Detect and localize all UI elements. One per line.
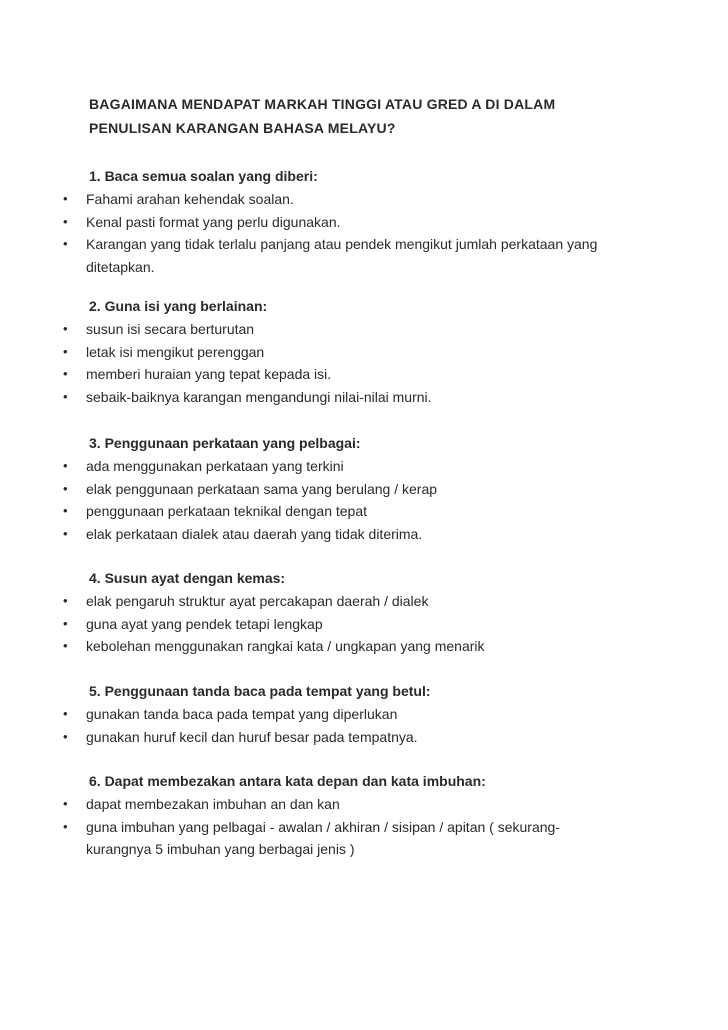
bullet-icon: • (63, 343, 68, 359)
list-item-text-continued: kurangnya 5 imbuhan yang berbagai jenis ) (86, 841, 355, 857)
list-item-text: dapat membezakan imbuhan an dan kan (86, 796, 340, 812)
list-item-text: Kenal pasti format yang perlu digunakan. (86, 213, 341, 230)
list-item (62, 211, 702, 234)
list-item-text: elak perkataan dialek atau daerah yang tidak diterima. (86, 525, 423, 542)
list-item (62, 341, 702, 364)
bullet-icon: • (63, 388, 68, 404)
list-item (62, 478, 702, 501)
bullet-icon: • (63, 638, 68, 653)
list-item (62, 386, 702, 409)
list-item-text: letak isi mengikut perenggan (86, 343, 265, 360)
bullet-icon: • (63, 593, 68, 608)
list-item-text: guna imbuhan yang pelbagai - awalan / akhiran / sisipan / apitan ( sekurang- (86, 818, 560, 835)
bullet-icon: • (63, 191, 68, 206)
list-item-text: sebaik-baiknya karangan mengandungi nilai-nilai murni. (86, 388, 432, 405)
section-heading: 6. Dapat membezakan antara kata depan dan kata imbuhan: (89, 773, 486, 789)
bullet-icon: • (63, 480, 68, 496)
section-heading: 5. Penggunaan tanda baca pada tempat yang betul: (89, 683, 431, 699)
list-item (62, 188, 702, 211)
section-heading: 3. Penggunaan perkataan yang pelbagai: (89, 435, 361, 451)
bullet-icon: • (63, 728, 68, 744)
list-item (62, 613, 702, 636)
section-6 (62, 770, 702, 861)
bullet-icon: • (63, 458, 68, 473)
bullet-icon: • (63, 366, 68, 381)
bullet-icon: • (63, 213, 68, 229)
list-item-text: memberi huraian yang tepat kepada isi. (86, 366, 332, 382)
section-3 (62, 432, 702, 545)
list-item (62, 635, 702, 658)
section-4 (62, 567, 702, 658)
section-heading: 1. Baca semua soalan yang diberi: (89, 168, 318, 184)
document-title (89, 92, 689, 140)
list-item-text: Fahami arahan kehendak soalan. (86, 191, 294, 207)
list-item (62, 455, 702, 478)
list-item (62, 318, 702, 341)
list-item-text: ada menggunakan perkataan yang terkini (86, 458, 344, 474)
list-item-text: kebolehan menggunakan rangkai kata / ungkapan yang menarik (86, 638, 485, 654)
list-item (62, 363, 702, 386)
section-5 (62, 680, 702, 748)
section-heading: 4. Susun ayat dengan kemas: (89, 570, 286, 586)
bullet-icon: • (63, 615, 68, 631)
section-1 (62, 165, 702, 278)
bullet-icon: • (63, 321, 68, 336)
list-item (62, 726, 702, 749)
bullet-icon: • (63, 818, 68, 834)
list-item-text: gunakan huruf kecil dan huruf besar pada tempatnya. (86, 728, 418, 745)
list-item (62, 816, 702, 861)
list-item-text: penggunaan perkataan teknikal dengan tepat (86, 503, 368, 519)
title-line-1: BAGAIMANA MENDAPAT MARKAH TINGGI ATAU GRED A DI DALAM (89, 96, 556, 112)
list-item-text: susun isi secara berturutan (86, 321, 255, 337)
list-item-text: guna ayat yang pendek tetapi lengkap (86, 615, 323, 632)
list-item-text: elak pengaruh struktur ayat percakapan daerah / dialek (86, 593, 429, 609)
bullet-icon: • (63, 525, 68, 541)
list-item-text: gunakan tanda baca pada tempat yang diperlukan (86, 706, 398, 722)
list-item-text: elak penggunaan perkataan sama yang berulang / kerap (86, 480, 438, 497)
bullet-icon: • (63, 236, 68, 251)
bullet-icon: • (63, 706, 68, 721)
section-heading: 2. Guna isi yang berlainan: (89, 298, 268, 314)
title-line-2: PENULISAN KARANGAN BAHASA MELAYU? (89, 120, 396, 136)
list-item (62, 590, 702, 613)
list-item (62, 703, 702, 726)
list-item (62, 793, 702, 816)
list-item (62, 233, 702, 278)
bullet-icon: • (63, 796, 68, 811)
list-item-text: Karangan yang tidak terlalu panjang atau pendek mengikut jumlah perkataan yang (86, 236, 598, 252)
list-item (62, 523, 702, 546)
list-item (62, 500, 702, 523)
bullet-icon: • (63, 503, 68, 518)
list-item-text-continued: ditetapkan. (86, 258, 155, 275)
section-2 (62, 295, 702, 408)
